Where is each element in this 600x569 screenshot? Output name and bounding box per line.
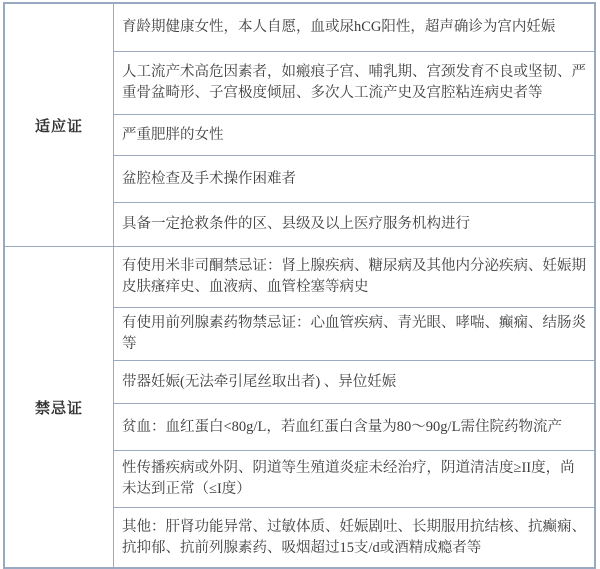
contraindication-item: 性传播疾病或外阴、阴道等生殖道炎症未经治疗，阴道清洁度≥II度，尚未达到正常（≤I度） bbox=[114, 451, 596, 508]
table-row bbox=[4, 3, 595, 52]
section-label-indications: 适应证 bbox=[4, 3, 114, 247]
contraindication-item: 有使用米非司酮禁忌证：肾上腺疾病、糖尿病及其他内分泌疾病、妊娠期皮肤瘙痒史、血液病、血管栓塞等病史 bbox=[114, 247, 596, 308]
contraindication-item: 有使用前列腺素药物禁忌证：心血管疾病、青光眼、哮喘、癫痫、结肠炎等 bbox=[114, 308, 596, 361]
section-label-contraindications: 禁忌证 bbox=[4, 247, 114, 569]
contraindication-item: 带器妊娠(无法牵引尾丝取出者) 、异位妊娠 bbox=[114, 361, 596, 404]
indication-item: 严重肥胖的女性 bbox=[114, 115, 596, 156]
indication-item: 人工流产术高危因素者，如瘢痕子宫、哺乳期、宫颈发育不良或坚韧、严重骨盆畸形、子宫极度倾屈、多次人工流产史及宫腔粘连病史者等 bbox=[114, 52, 596, 115]
indication-item: 具备一定抢救条件的区、县级及以上医疗服务机构进行 bbox=[114, 203, 596, 247]
indication-item: 育龄期健康女性，本人自愿，血或尿hCG阳性，超声确诊为宫内妊娠 bbox=[114, 3, 596, 52]
indication-item: 盆腔检查及手术操作困难者 bbox=[114, 156, 596, 203]
contraindication-item: 其他：肝肾功能异常、过敏体质、妊娠剧吐、长期服用抗结核、抗癫痫、抗抑郁、抗前列腺素药、吸烟超过15支/d或酒精成瘾者等 bbox=[114, 508, 596, 569]
table-row bbox=[4, 247, 595, 308]
indications-contraindications-table bbox=[3, 2, 596, 569]
contraindication-item: 贫血：血红蛋白<80g/L，若血红蛋白含量为80～90g/L需住院药物流产 bbox=[114, 404, 596, 451]
